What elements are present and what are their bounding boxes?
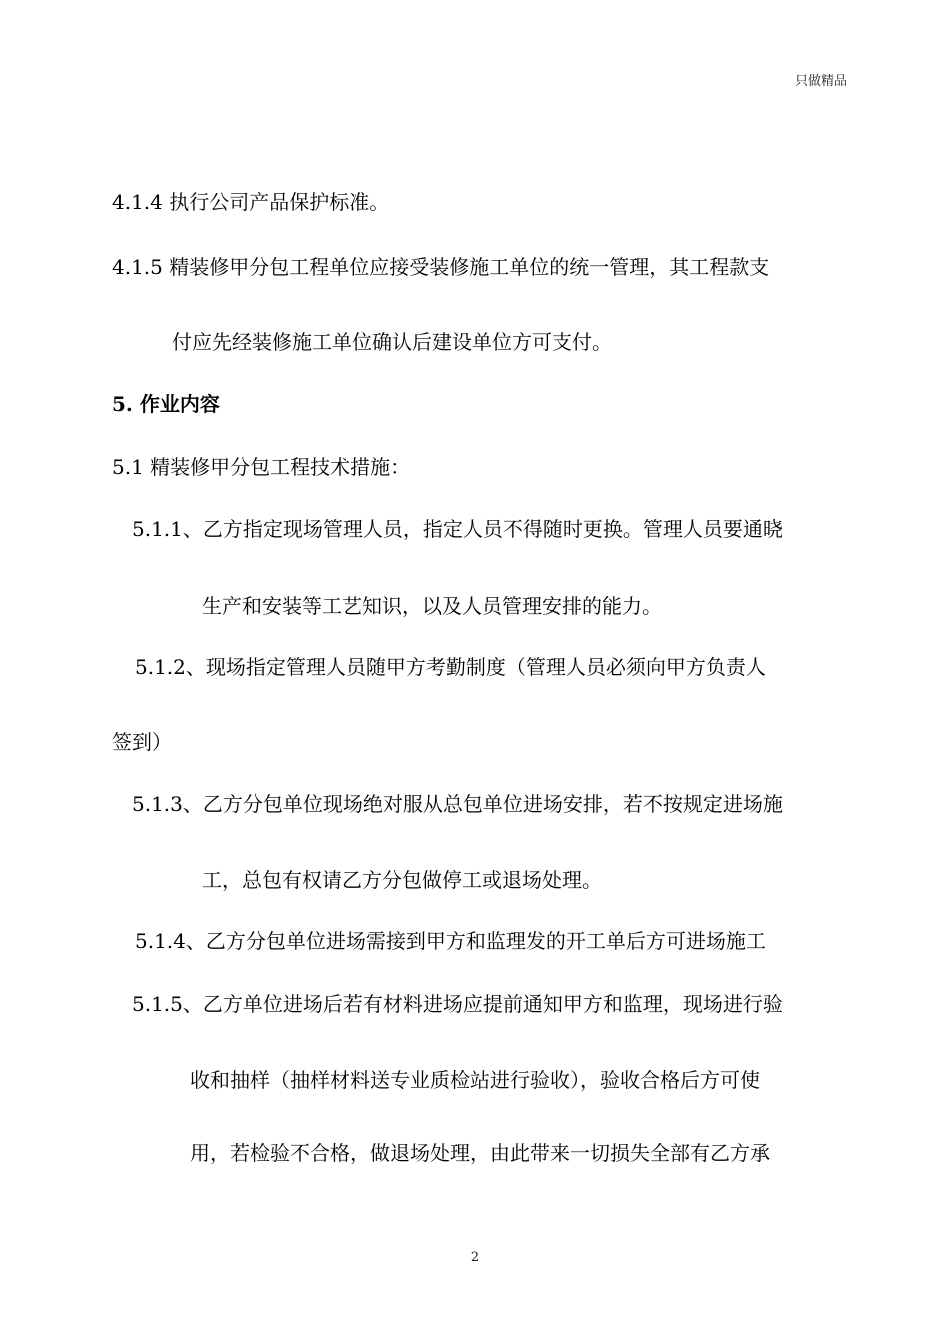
subsection-heading-5-1: 5.1 精装修甲分包工程技术措施：: [112, 455, 411, 479]
clause-4-1-5-continued: 付应先经装修施工单位确认后建设单位方可支付。: [172, 330, 612, 354]
clause-5-1-2-continued: 签到）: [112, 730, 172, 754]
clause-5-1-4: 5.1.4、乙方分包单位进场需接到甲方和监理发的开工单后方可进场施工: [135, 929, 766, 953]
clause-5-1-5: 5.1.5、乙方单位进场后若有材料进场应提前通知甲方和监理，现场进行验: [132, 992, 783, 1016]
clause-4-1-4: 4.1.4 执行公司产品保护标准。: [112, 190, 390, 214]
header-tag: 只做精品: [794, 74, 847, 89]
clause-5-1-1: 5.1.1、乙方指定现场管理人员，指定人员不得随时更换。管理人员要通晓: [132, 517, 783, 541]
clause-4-1-5: 4.1.5 精装修甲分包工程单位应接受装修施工单位的统一管理，其工程款支: [112, 255, 770, 279]
clause-5-1-3: 5.1.3、乙方分包单位现场绝对服从总包单位进场安排，若不按规定进场施: [132, 792, 783, 816]
clause-5-1-5-continued-1: 收和抽样（抽样材料送专业质检站进行验收），验收合格后方可使: [190, 1068, 760, 1092]
clause-5-1-5-continued-2: 用，若检验不合格，做退场处理，由此带来一切损失全部有乙方承: [190, 1141, 770, 1165]
clause-5-1-2: 5.1.2、现场指定管理人员随甲方考勤制度（管理人员必须向甲方负责人: [135, 655, 766, 679]
page-number: 2: [470, 1250, 480, 1265]
clause-5-1-3-continued: 工，总包有权请乙方分包做停工或退场处理。: [202, 868, 602, 892]
clause-5-1-1-continued: 生产和安装等工艺知识，以及人员管理安排的能力。: [202, 594, 662, 618]
section-heading-5: 5. 作业内容: [112, 392, 220, 416]
